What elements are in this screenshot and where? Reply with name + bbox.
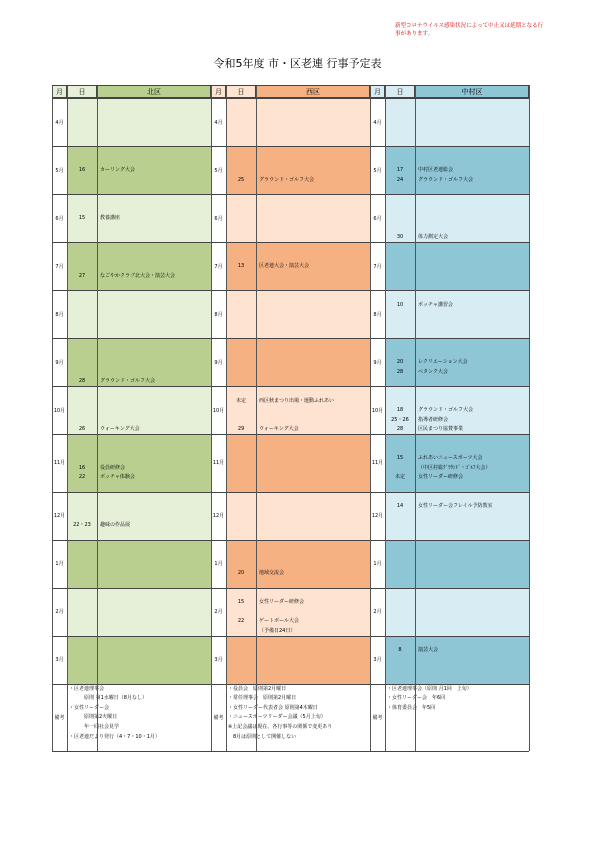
note-line: ・女性リーダー会 [69, 704, 110, 711]
event-day: 15 [78, 215, 86, 222]
event-column [256, 146, 370, 194]
event-day: 17 [396, 167, 404, 174]
note-line: ・女性リーダー代表者会 原則第4木曜日 [228, 704, 318, 711]
day-column [67, 636, 97, 684]
table-bottom [52, 751, 529, 752]
table-top [52, 85, 529, 86]
month-divider [370, 386, 529, 387]
note-line: ・区老連理事会 [69, 685, 105, 692]
event-name: 演芸大会 [418, 647, 439, 654]
event-day: 18 [396, 407, 404, 414]
event-name: 中村区老連総会 [418, 167, 454, 174]
event-day: 25・26 [391, 416, 409, 423]
month-label: 8月 [373, 311, 382, 318]
month-divider [370, 290, 529, 291]
month-divider [370, 588, 529, 589]
day-column [226, 194, 256, 242]
day-column [385, 242, 415, 290]
column-line [385, 85, 386, 751]
schedule-table [52, 85, 529, 751]
event-column [97, 540, 211, 588]
event-column [415, 540, 529, 588]
month-label: 6月 [55, 215, 64, 222]
month-label: 11月 [53, 460, 66, 467]
month-label: 11月 [212, 460, 225, 467]
notes-divider [52, 684, 211, 685]
event-day: 28 [396, 426, 404, 433]
month-label: 3月 [55, 657, 64, 664]
month-divider [211, 386, 370, 387]
month-divider [211, 146, 370, 147]
day-column [67, 588, 97, 636]
event-column [256, 98, 370, 146]
month-divider [211, 492, 370, 493]
month-divider [211, 588, 370, 589]
month-divider [370, 492, 529, 493]
month-divider [370, 434, 529, 435]
column-line [256, 85, 257, 751]
event-column [97, 492, 211, 540]
month-header: 月 [370, 85, 385, 98]
event-column [256, 636, 370, 684]
month-divider [211, 194, 370, 195]
event-name: 地域交流会 [259, 570, 285, 577]
event-name: 女性リーダー会フレイル予防教室 [418, 503, 493, 510]
month-divider [52, 492, 211, 493]
month-header: 月 [211, 85, 226, 98]
event-day: 20 [396, 359, 404, 366]
event-day: 28 [78, 378, 86, 385]
page-title: 令和5年度 市・区老連 行事予定表 [213, 57, 382, 70]
notes-label: 備考 [54, 714, 65, 721]
event-name: 体力測定大会 [418, 234, 449, 241]
note-line: ・役員会 原則第2月曜日 [228, 685, 287, 692]
month-label: 10月 [212, 407, 225, 414]
day-column [385, 98, 415, 146]
event-column [97, 242, 211, 290]
month-label: 6月 [373, 215, 382, 222]
month-label: 1月 [373, 561, 382, 568]
event-name: 女性リーダー研修会 [418, 474, 464, 481]
event-day: 16 [78, 464, 86, 471]
event-column [415, 492, 529, 540]
event-column [97, 98, 211, 146]
month-label: 2月 [373, 609, 382, 616]
event-name: ゲートボール大会 [259, 618, 299, 625]
month-label: 5月 [214, 167, 223, 174]
column-line [211, 85, 212, 751]
event-name: 区老連大会・演芸大会 [259, 263, 310, 270]
month-divider [52, 588, 211, 589]
event-column [256, 338, 370, 386]
month-divider [370, 540, 529, 541]
event-column [415, 242, 529, 290]
month-label: 9月 [373, 359, 382, 366]
event-name: カーリング大会 [100, 167, 135, 174]
day-column [226, 290, 256, 338]
event-column [97, 636, 211, 684]
event-column [256, 290, 370, 338]
day-column [226, 146, 256, 194]
day-header: 日 [67, 85, 97, 98]
notes-area [385, 684, 529, 751]
event-column [415, 434, 529, 492]
district-header: 北区 [97, 85, 211, 98]
day-column [67, 98, 97, 146]
event-name: グラウンド・ゴルフ大会 [418, 407, 474, 414]
event-day: 24 [396, 176, 404, 183]
event-name: グラウンド・ゴルフ大会 [418, 176, 474, 183]
day-column [226, 636, 256, 684]
month-label: 12月 [53, 513, 66, 520]
column-line [415, 85, 416, 751]
month-label: 5月 [373, 167, 382, 174]
event-day: 15 [396, 455, 404, 462]
event-column [97, 434, 211, 492]
event-name: 区民まつり協賛事業 [418, 426, 464, 433]
covid-notice: 新型コロナウイルス感染状況によって中止又は延期となる行事があります。 [395, 23, 544, 37]
event-day: 28 [396, 368, 404, 375]
notes-label: 備考 [213, 714, 224, 721]
month-divider [52, 540, 211, 541]
column-line [370, 85, 371, 751]
month-label: 6月 [214, 215, 223, 222]
event-column [97, 290, 211, 338]
event-column [97, 588, 211, 636]
month-label: 10月 [53, 407, 66, 414]
event-column [415, 290, 529, 338]
day-column [385, 290, 415, 338]
month-divider [52, 338, 211, 339]
month-label: 1月 [55, 561, 64, 568]
month-label: 4月 [214, 119, 223, 126]
column-line [97, 85, 98, 751]
day-column [67, 242, 97, 290]
month-label: 8月 [214, 311, 223, 318]
event-name: グラウンド・ゴルフ大会 [100, 378, 156, 385]
event-column [415, 98, 529, 146]
notes-divider [370, 684, 529, 685]
day-column [385, 492, 415, 540]
event-name: 指導者研修会 [418, 416, 449, 423]
event-name: 女性リーダー研修会 [259, 599, 305, 606]
event-day: 26 [78, 426, 86, 433]
column-line [226, 85, 227, 751]
month-label: 2月 [55, 609, 64, 616]
column-line [52, 85, 53, 751]
day-header: 日 [385, 85, 415, 98]
event-column [415, 636, 529, 684]
day-column [385, 636, 415, 684]
note-line: ・女性リーダー会 年6回 [387, 695, 446, 702]
event-day: 22 [237, 618, 245, 625]
note-line: ・区老連だより発行（4・7・10・1月） [69, 733, 160, 740]
event-day: 20 [237, 570, 245, 577]
event-name: ウォーキング大会 [259, 426, 299, 433]
month-divider [370, 636, 529, 637]
day-column [67, 290, 97, 338]
note-line: 原則第2火曜日 [69, 714, 118, 721]
day-column [385, 588, 415, 636]
note-line: ・体育委員会 年5回 [387, 704, 436, 711]
note-line: ・常任理事会 原則第2月曜日 [228, 695, 297, 702]
event-name: ふれあいニュースポーツ大会 [418, 455, 483, 462]
month-label: 2月 [214, 609, 223, 616]
note-line: ※上記会議は現在、各行事等の関係で変更あり [228, 724, 333, 730]
event-day: 15 [237, 599, 245, 606]
event-day: 8 [398, 647, 402, 654]
month-divider [52, 434, 211, 435]
month-divider [52, 194, 211, 195]
month-divider [52, 146, 211, 147]
month-divider [370, 338, 529, 339]
event-day: 30 [396, 234, 404, 241]
event-name: （中区村総ｸﾞﾗｳﾝﾄﾞ・ｺﾞﾙﾌ大会） [418, 464, 491, 471]
event-name: （予備日24日） [259, 628, 296, 634]
month-divider [52, 290, 211, 291]
month-divider [211, 290, 370, 291]
month-divider [52, 636, 211, 637]
day-column [226, 588, 256, 636]
month-label: 7月 [214, 263, 223, 270]
note-line: 原則 第1水曜日（8月なし） [69, 695, 147, 702]
event-day: 16 [78, 167, 86, 174]
month-label: 1月 [214, 561, 223, 568]
day-column [67, 434, 97, 492]
day-header: 日 [226, 85, 256, 98]
event-day: 25 [237, 176, 245, 183]
event-day: 14 [396, 503, 404, 510]
event-column [256, 434, 370, 492]
event-column [256, 540, 370, 588]
header-bottom [52, 98, 529, 99]
event-day: 22・23 [73, 522, 91, 529]
day-column [385, 434, 415, 492]
event-column [256, 194, 370, 242]
month-divider [52, 386, 211, 387]
column-line [529, 85, 530, 751]
event-name: レクリエーション大会 [418, 359, 468, 366]
month-label: 11月 [371, 460, 384, 467]
notes-label: 備考 [372, 714, 383, 721]
note-line: ・区老連理事会（原則 月1回 上旬） [387, 685, 472, 692]
event-name: ボッチャ体験会 [100, 474, 135, 481]
event-day: 22 [78, 474, 86, 481]
event-day: 10 [396, 301, 404, 308]
day-column [226, 98, 256, 146]
day-column [226, 492, 256, 540]
event-column [256, 492, 370, 540]
month-label: 7月 [373, 263, 382, 270]
month-label: 9月 [214, 359, 223, 366]
day-column [385, 540, 415, 588]
note-line: 8月は原則として開催しない [228, 733, 297, 740]
event-name: 役員研修会 [100, 464, 126, 471]
event-name: グラウンド・ゴルフ大会 [259, 176, 315, 183]
event-name: ボッチャ講習会 [418, 301, 453, 308]
month-label: 10月 [371, 407, 384, 414]
month-header: 月 [52, 85, 67, 98]
event-day: 27 [78, 272, 86, 279]
event-name: ウォーキング大会 [100, 426, 140, 433]
month-label: 4月 [55, 119, 64, 126]
event-name: ペタンク大会 [418, 368, 448, 375]
event-name: なごやかクラブ北大会・演芸大会 [100, 272, 176, 279]
month-divider [370, 194, 529, 195]
month-label: 12月 [212, 513, 225, 520]
month-label: 4月 [373, 119, 382, 126]
event-column [415, 588, 529, 636]
month-divider [211, 242, 370, 243]
month-divider [370, 242, 529, 243]
event-day: 未定 [394, 474, 405, 481]
district-header: 西区 [256, 85, 370, 98]
note-line: ・ニュースポーツリーダー会議（5月上旬） [228, 714, 326, 721]
event-name: 教養講座 [100, 215, 121, 222]
month-label: 3月 [373, 657, 382, 664]
day-column [226, 338, 256, 386]
month-label: 3月 [214, 657, 223, 664]
month-divider [370, 146, 529, 147]
event-day: 未定 [235, 397, 246, 404]
note-line: 年一回社会見学 [69, 724, 120, 730]
month-label: 8月 [55, 311, 64, 318]
event-name: 西区秋まつり出場・運動ふれあい [259, 397, 335, 404]
day-column [226, 434, 256, 492]
month-label: 5月 [55, 167, 64, 174]
month-divider [211, 636, 370, 637]
month-label: 12月 [371, 513, 384, 520]
month-label: 9月 [55, 359, 64, 366]
month-divider [52, 242, 211, 243]
month-divider [211, 434, 370, 435]
event-day: 29 [237, 426, 245, 433]
notes-divider [211, 684, 370, 685]
day-column [67, 492, 97, 540]
event-name: 趣味の作品展 [100, 522, 131, 529]
event-day: 13 [237, 263, 245, 270]
month-divider [211, 540, 370, 541]
day-column [67, 540, 97, 588]
month-label: 7月 [55, 263, 64, 270]
column-line [67, 85, 68, 751]
district-header: 中村区 [415, 85, 529, 98]
day-column [226, 540, 256, 588]
month-divider [211, 338, 370, 339]
